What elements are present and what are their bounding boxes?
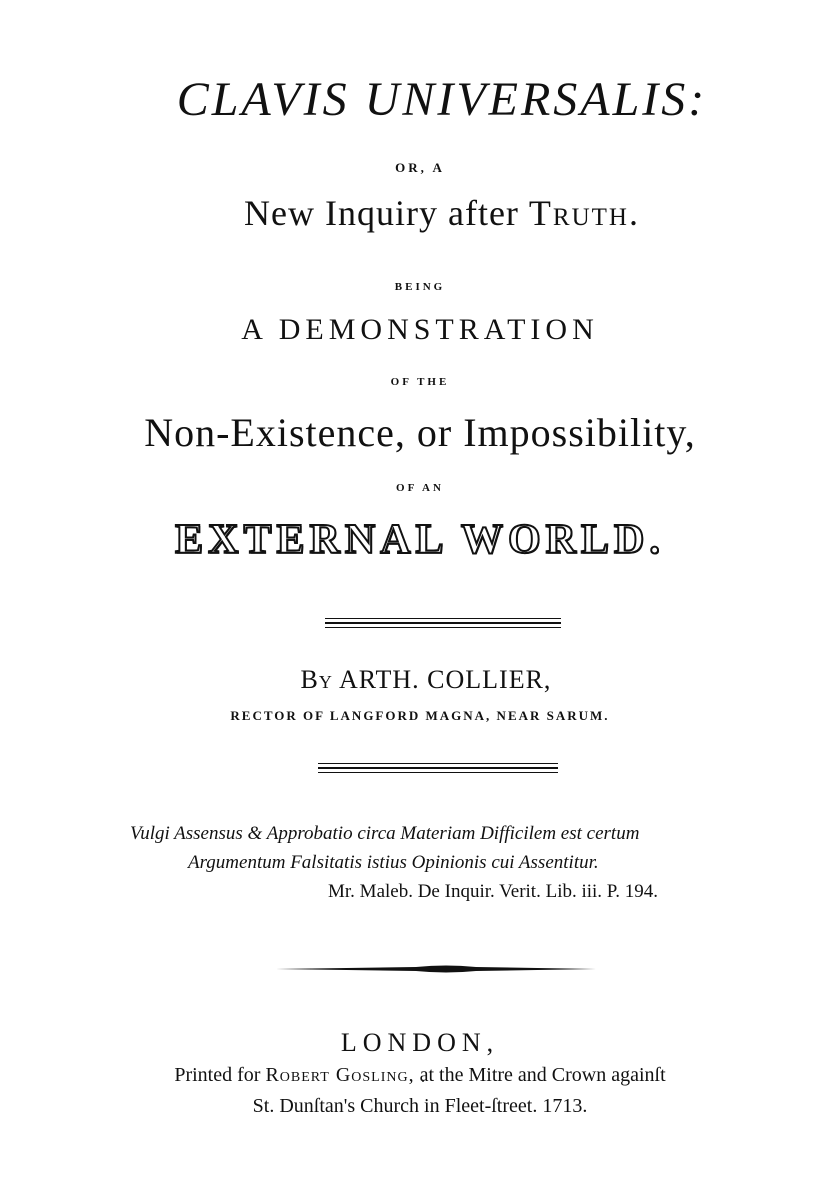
being-connector: BEING	[394, 281, 446, 293]
external-world-heading: EXTERNAL WORLD.	[175, 517, 665, 563]
author-line	[6, 665, 840, 695]
epigraph-line-2: Argumentum Falsitatis istius Opinionis cui Assentitur.	[188, 852, 599, 873]
author-name: ARTH. COLLIER,	[332, 665, 552, 694]
demonstration-heading: A DEMONSTRATION	[241, 313, 599, 346]
or-a-connector: OR, A	[395, 160, 445, 175]
of-the-connector: OF THE	[390, 376, 450, 388]
rule-line	[325, 618, 561, 619]
imprint-city: LONDON,	[340, 1028, 500, 1057]
rule-line	[318, 763, 558, 764]
ornamental-rule	[276, 962, 596, 976]
rule-line	[325, 622, 561, 624]
imprint-printed-line	[0, 1064, 840, 1087]
rule-line	[325, 627, 561, 628]
of-an-connector: OF AN	[396, 482, 444, 494]
subtitle-main: New Inquiry after	[244, 193, 529, 233]
book-title: CLAVIS UNIVERSALIS:	[176, 73, 708, 126]
epigraph-citation: Mr. Maleb. De Inquir. Verit. Lib. iii. P. 194.	[328, 881, 659, 902]
double-rule-top	[325, 618, 561, 631]
imprint-printed-for: Printed for	[174, 1064, 266, 1086]
double-rule-bottom	[318, 763, 558, 776]
author-by: By	[300, 665, 333, 694]
author-position: RECTOR OF LANGFORD MAGNA, NEAR SARUM.	[230, 708, 610, 723]
imprint-printer: Robert Gosling,	[265, 1064, 415, 1086]
imprint-printed-rest: at the Mitre and Crown againſt	[414, 1064, 666, 1086]
subtitle	[22, 192, 840, 234]
epigraph-line-1: Vulgi Assensus & Approbatio circa Materiam Difficilem est certum	[130, 823, 640, 844]
imprint-address: St. Dunſtan's Church in Fleet-ſtreet. 1713.	[252, 1095, 588, 1117]
subtitle-truth: Truth.	[528, 193, 640, 233]
rule-line	[318, 767, 558, 769]
non-existence-heading: Non-Existence, or Impossibility,	[144, 410, 696, 455]
rule-line	[318, 772, 558, 773]
